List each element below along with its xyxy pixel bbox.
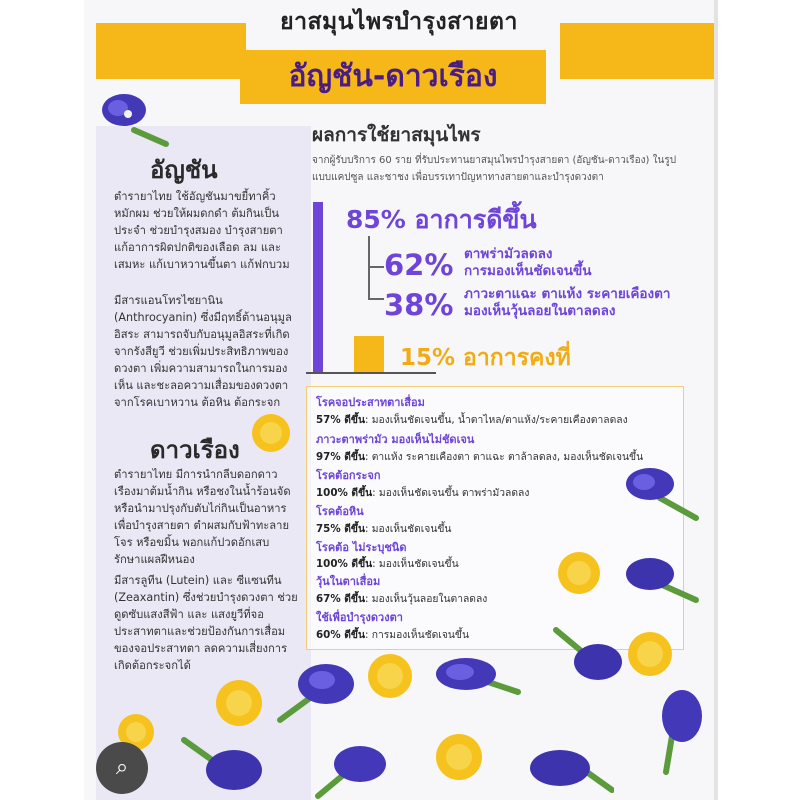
- stat2-desc-line1: ภาวะตาแฉะ ตาแห้ง ระคายเคืองตา: [464, 286, 671, 302]
- poster-title: ยาสมุนไพรบำรุงสายตา: [280, 9, 518, 35]
- condition-2-effect: : มองเห็นชัดเจนขึ้น ตาพร่ามัวลดลง: [372, 487, 530, 499]
- results-intro: จากผู้รับบริการ 60 ราย ที่รับประทานยาสมุนไพรบำรุงสายตา (อัญชัน-ดาวเรือง) ในรูปแบบแคปซูล และชาชง เพื่อบรรเทาปัญหาทางสายตาและบำรุงดวงตา: [312, 155, 677, 183]
- butterfly-pea-flower-icon: [652, 686, 708, 776]
- butterfly-pea-flower-icon: [524, 740, 614, 800]
- condition-2-pct: 100% ดีขึ้น: [316, 487, 373, 499]
- condition-0-result: [316, 411, 628, 428]
- butterfly-pea-flower-icon: [178, 730, 268, 800]
- condition-4-pct: 100% ดีขึ้น: [316, 558, 373, 570]
- results-title: ผลการใช้ยาสมุนไพร: [312, 124, 481, 146]
- condition-5-pct: 67% ดีขึ้น: [316, 593, 365, 605]
- page-scrollbar[interactable]: [714, 0, 718, 800]
- unchanged-bar: [354, 336, 384, 372]
- condition-6-result: [316, 626, 469, 643]
- lens-search-icon: ⌕: [115, 755, 129, 780]
- anchan-text-1: ตำรายาไทย ใช้อัญชันมาขยี้ทาคิ้ว หมักผม ช่วยให้ผมดกดำ ต้มกินเป็นประจำ ช่วยบำรุงสมอง บำรุงสายตา แก้อาการผิดปกติของเลือด ลม และเสมหะ แก้เบาหวานขึ้นตา แก้ฟกบวม: [114, 190, 290, 271]
- daoruang-text-2: มีสารลูทีน (Lutein) และ ซีแซนทีน (Zeaxantin) ซึ่งช่วยบำรุงดวงตา ช่วยดูดซับแสงสีฟ้า และ แสงยูวีที่จอประสาทตาและช่วยป้องกันการเสื่อมของจอประสาทตา ลดความเสี่ยงการเกิดต้อกระจกได้: [114, 574, 298, 672]
- condition-4-result: [316, 555, 459, 572]
- condition-5-name: วุ้นในตาเสื่อม: [316, 575, 381, 588]
- condition-6-name: ใช้เพื่อบำรุงดวงตา: [316, 611, 403, 624]
- condition-6-effect: : การมองเห็นชัดเจนขึ้น: [365, 629, 469, 641]
- condition-1-result: [316, 448, 643, 465]
- condition-1-effect: : ตาแห้ง ระคายเคืองตา ตาแฉะ ตาล้าลดลง, มองเห็นชัดเจนขึ้น: [365, 451, 644, 463]
- stat1-description: [464, 246, 592, 280]
- condition-1-name: ภาวะตาพร่ามัว มองเห็นไม่ชัดเจน: [316, 433, 475, 446]
- marigold-flower-icon: [250, 412, 292, 454]
- marigold-flower-icon: [366, 652, 414, 700]
- butterfly-pea-flower-icon: [620, 458, 700, 524]
- condition-6-pct: 60% ดีขึ้น: [316, 629, 365, 641]
- condition-3-pct: 75% ดีขึ้น: [316, 523, 365, 535]
- butterfly-pea-flower-icon: [270, 650, 360, 730]
- condition-0-effect: : มองเห็นชัดเจนขึ้น, น้ำตาไหล/ตาแห้ง/ระคายเคืองตาลดลง: [365, 414, 628, 426]
- condition-1-pct: 97% ดีขึ้น: [316, 451, 365, 463]
- butterfly-pea-flower-icon: [426, 646, 522, 706]
- unchanged-stat: 15% อาการคงที่: [400, 345, 571, 371]
- poster: [84, 0, 714, 800]
- daoruang-text-1: ตำรายาไทย มีการนำกลีบดอกดาวเรืองมาต้มน้ำกิน หรือชงในน้ำร้อนจัด หรือนำมาปรุงกับตับไก่กินเป็นอาหาร เพื่อบำรุงสายตา ตำผสมกับฟ้าทะลายโจร หรือขมิ้น พอกแก้ปวดอักเสบ รักษาแผลฝีหนอง: [114, 468, 291, 566]
- stat2-number: 38%: [384, 288, 454, 322]
- stat1-desc-line1: ตาพร่ามัวลดลง: [464, 246, 553, 262]
- condition-2-result: [316, 484, 529, 501]
- condition-0-name: โรคจอประสาทตาเสื่อม: [316, 396, 425, 409]
- marigold-flower-icon: [214, 678, 264, 728]
- condition-4-effect: : มองเห็นชัดเจนขึ้น: [372, 558, 459, 570]
- anchan-heading: อัญชัน: [150, 156, 218, 184]
- stat1-desc-line2: การมองเห็นชัดเจนขึ้น: [464, 263, 592, 279]
- poster-main-title: อัญชัน-ดาวเรือง: [240, 50, 546, 104]
- stat2-description: [464, 286, 670, 320]
- butterfly-pea-flower-icon: [620, 548, 700, 608]
- condition-3-name: โรคต้อหิน: [316, 505, 364, 518]
- condition-5-effect: : มองเห็นวุ้นลอยในตาลดลง: [365, 593, 488, 605]
- anchan-text-2: มีสารแอนโทรไซยานิน (Anthrocyanin) ซึ่งมีฤทธิ์ต้านอนุมูลอิสระ สามารถจับกับอนุมูลอิสระที่เกิดจากรังสียูวี ช่วยเพิ่มประสิทธิภาพของดวงตา เพิ่มความสามารถในการมองเห็น และชะลอความเสื่อมของดวงตาจากโรคเบาหวาน ต้อหิน ต้อกระจก: [114, 294, 292, 409]
- stat2-desc-line2: มองเห็นวุ้นลอยในตาลดลง: [464, 303, 616, 319]
- improved-bar: [313, 202, 323, 372]
- stat1-number: 62%: [384, 248, 454, 282]
- butterfly-pea-flower-icon: [312, 736, 392, 800]
- stat2-bracket: [368, 268, 384, 300]
- improved-stat: 85% อาการดีขึ้น: [346, 205, 537, 234]
- marigold-flower-icon: [626, 630, 674, 678]
- condition-5-result: [316, 590, 487, 607]
- condition-3-result: [316, 520, 451, 537]
- butterfly-pea-flower-icon: [94, 84, 174, 150]
- marigold-flower-icon: [556, 550, 602, 596]
- condition-0-pct: 57% ดีขึ้น: [316, 414, 365, 426]
- condition-2-name: โรคต้อกระจก: [316, 469, 381, 482]
- butterfly-pea-flower-icon: [546, 620, 626, 690]
- lens-search-button[interactable]: [96, 742, 148, 794]
- marigold-flower-icon: [434, 732, 484, 782]
- condition-3-effect: : มองเห็นชัดเจนขึ้น: [365, 523, 452, 535]
- stat1-bracket: [368, 236, 384, 268]
- condition-4-name: โรคต้อ ไม่ระบุชนิด: [316, 541, 407, 554]
- daoruang-heading: ดาวเรือง: [150, 436, 240, 464]
